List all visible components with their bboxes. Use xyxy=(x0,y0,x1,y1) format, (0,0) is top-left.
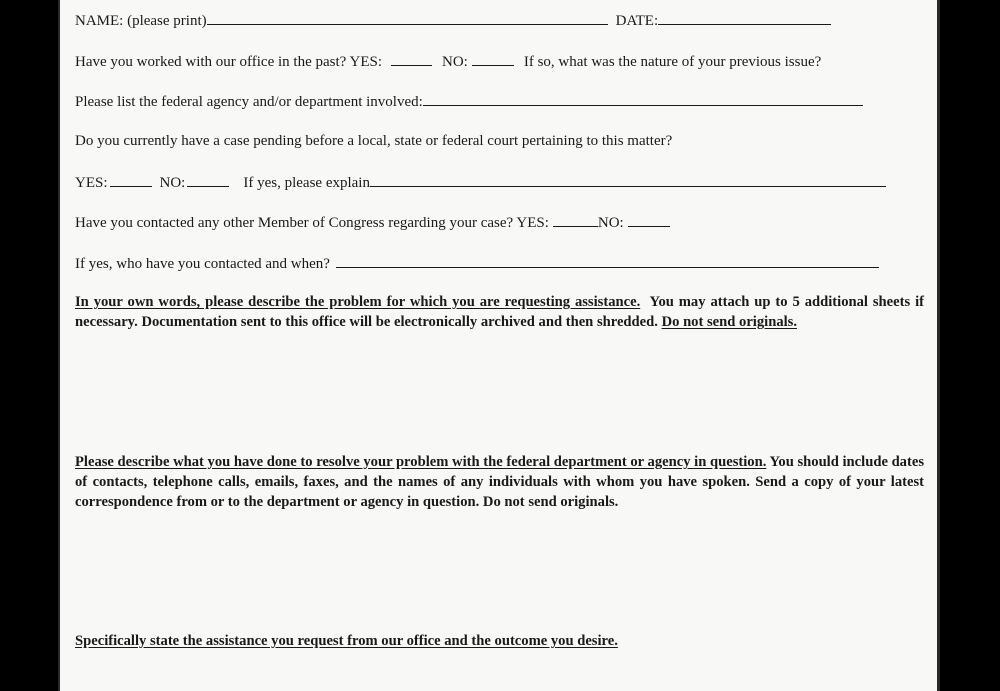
date-label: DATE: xyxy=(615,13,659,29)
case-pending-row xyxy=(75,132,922,150)
assistance-instructions xyxy=(75,631,924,651)
case-no-field[interactable] xyxy=(187,173,229,187)
worked-no-label: NO: xyxy=(442,54,468,70)
date-field[interactable] xyxy=(658,11,831,25)
case-no-label: NO: xyxy=(159,175,186,191)
name-field[interactable] xyxy=(207,11,608,25)
explain-field[interactable] xyxy=(370,173,886,187)
case-yes-label: YES: xyxy=(75,175,108,191)
resolve-details: You should include dates of contacts, telephone calls, emails, faxes, and the names of any individuals with whom you have spoken. Send a copy of your latest correspondence from or to the department or agency in question. Do not send originals. xyxy=(75,454,925,510)
worked-before-question: Have you worked with our office in the past? YES: xyxy=(75,54,383,70)
worked-no-field[interactable] xyxy=(472,52,514,66)
name-date-row xyxy=(75,11,922,30)
worked-yes-field[interactable] xyxy=(391,52,432,66)
case-answer-row xyxy=(75,173,922,192)
congress-question: Have you contacted any other Member of Congress regarding your case? YES: xyxy=(75,215,549,231)
who-when-field[interactable] xyxy=(336,254,879,268)
resolve-instructions xyxy=(75,452,924,512)
problem-instructions xyxy=(75,292,924,332)
name-label: NAME: (please print) xyxy=(75,13,207,29)
problem-heading: In your own words, please describe the problem for which you are requesting assistance. xyxy=(75,294,641,310)
case-pending-question: Do you currently have a case pending before a local, state or federal court pertaining to this matter? xyxy=(75,133,673,149)
previous-issue-question: If so, what was the nature of your previous issue? xyxy=(523,54,822,70)
worked-before-row xyxy=(75,52,922,71)
form-page xyxy=(58,0,940,691)
agency-row xyxy=(75,92,922,111)
explain-label: If yes, please explain xyxy=(243,175,370,191)
agency-label: Please list the federal agency and/or department involved: xyxy=(75,94,423,110)
case-yes-field[interactable] xyxy=(110,173,152,187)
who-when-row xyxy=(75,254,922,273)
who-when-label: If yes, who have you contacted and when? xyxy=(75,256,330,272)
problem-originals-note: Do not send originals. xyxy=(661,314,797,330)
congress-yes-field[interactable] xyxy=(553,213,598,227)
congress-row xyxy=(75,213,922,232)
resolve-heading: Please describe what you have done to resolve your problem with the federal department or agency in question. xyxy=(75,454,767,470)
congress-no-field[interactable] xyxy=(628,213,670,227)
congress-no-label: NO: xyxy=(597,215,624,231)
assistance-heading: Specifically state the assistance you request from our office and the outcome you desire. xyxy=(75,633,618,649)
agency-field[interactable] xyxy=(423,92,863,106)
problem-details: You may attach up to 5 additional sheets if necessary. Documentation sent to this office will be electronically archived and then shredded. xyxy=(75,294,924,330)
